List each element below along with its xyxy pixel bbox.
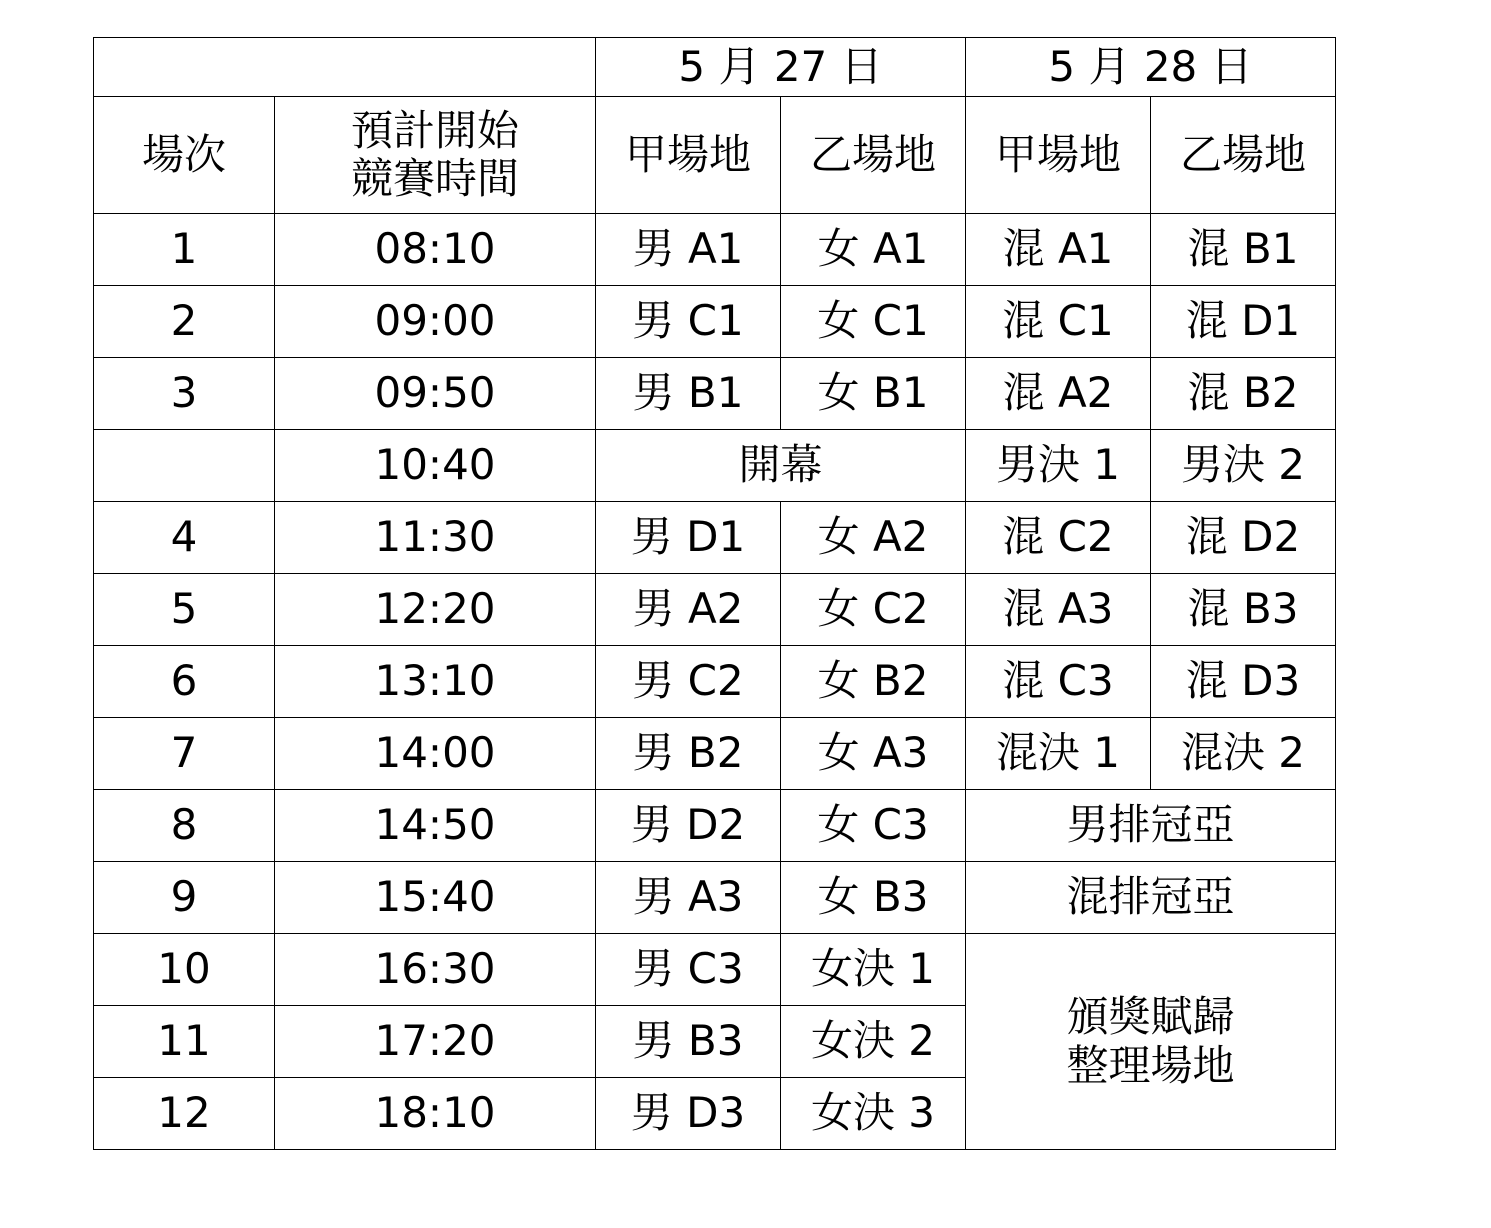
day1-court-a-match: 男 A2 bbox=[596, 574, 781, 646]
day1-court-a-match: 男 A3 bbox=[596, 862, 781, 934]
day1-court-a-match: 男 C2 bbox=[596, 646, 781, 718]
start-time: 10:40 bbox=[275, 430, 596, 502]
session-number: 9 bbox=[94, 862, 275, 934]
day2-court-b-match: 男決 2 bbox=[1151, 430, 1336, 502]
day1-court-b-match: 女決 3 bbox=[781, 1078, 966, 1150]
table-row bbox=[94, 862, 1336, 934]
day1-court-a-match: 男 D1 bbox=[596, 502, 781, 574]
day2-court-a-match: 混 C1 bbox=[966, 286, 1151, 358]
day1-court-b-match: 女 B3 bbox=[781, 862, 966, 934]
day1-court-a-match: 男 B3 bbox=[596, 1006, 781, 1078]
start-time: 14:50 bbox=[275, 790, 596, 862]
session-number: 7 bbox=[94, 718, 275, 790]
start-time: 09:00 bbox=[275, 286, 596, 358]
day2-court-b-match: 混 B2 bbox=[1151, 358, 1336, 430]
day2-mixed-final: 混排冠亞 bbox=[966, 862, 1336, 934]
day2-court-a-match: 混 C2 bbox=[966, 502, 1151, 574]
start-time: 11:30 bbox=[275, 502, 596, 574]
day2-court-b-match: 混 D3 bbox=[1151, 646, 1336, 718]
table-row bbox=[94, 574, 1336, 646]
session-number: 3 bbox=[94, 358, 275, 430]
day2-mens-final: 男排冠亞 bbox=[966, 790, 1336, 862]
header-start-time bbox=[275, 97, 596, 214]
day1-opening-ceremony: 開幕 bbox=[596, 430, 966, 502]
header-start-time-line1: 預計開始 bbox=[350, 105, 519, 155]
day2-court-b-match: 混 B3 bbox=[1151, 574, 1336, 646]
day1-court-b-match: 女決 2 bbox=[781, 1006, 966, 1078]
day2-court-b-match: 混決 2 bbox=[1151, 718, 1336, 790]
session-number: 2 bbox=[94, 286, 275, 358]
session-number: 5 bbox=[94, 574, 275, 646]
table-row bbox=[94, 718, 1336, 790]
header-day1-court-b: 乙場地 bbox=[781, 97, 966, 214]
start-time: 17:20 bbox=[275, 1006, 596, 1078]
table-row bbox=[94, 214, 1336, 286]
day2-court-a-match: 混 C3 bbox=[966, 646, 1151, 718]
table-row bbox=[94, 790, 1336, 862]
day1-court-b-match: 女 B1 bbox=[781, 358, 966, 430]
header-day1-court-a: 甲場地 bbox=[596, 97, 781, 214]
day2-court-a-match: 混決 1 bbox=[966, 718, 1151, 790]
table-row bbox=[94, 502, 1336, 574]
column-header-row bbox=[94, 97, 1336, 214]
table-row bbox=[94, 934, 1336, 1006]
day1-court-a-match: 男 D3 bbox=[596, 1078, 781, 1150]
schedule-table bbox=[93, 37, 1336, 1150]
day1-court-b-match: 女決 1 bbox=[781, 934, 966, 1006]
day2-court-b-match: 混 D1 bbox=[1151, 286, 1336, 358]
closing-line1: 頒獎賦歸 bbox=[1066, 992, 1235, 1042]
header-start-time-line2: 競賽時間 bbox=[350, 154, 519, 203]
blank-corner-cell bbox=[94, 38, 596, 97]
day2-court-b-match: 混 D2 bbox=[1151, 502, 1336, 574]
date-header-row bbox=[94, 38, 1336, 97]
date-day2: 5 月 28 日 bbox=[966, 38, 1336, 97]
day1-court-b-match: 女 B2 bbox=[781, 646, 966, 718]
day2-court-a-match: 男決 1 bbox=[966, 430, 1151, 502]
session-number: 10 bbox=[94, 934, 275, 1006]
day1-court-b-match: 女 A1 bbox=[781, 214, 966, 286]
day1-court-b-match: 女 C3 bbox=[781, 790, 966, 862]
table-row bbox=[94, 430, 1336, 502]
session-number: 1 bbox=[94, 214, 275, 286]
table-row bbox=[94, 646, 1336, 718]
day1-court-b-match: 女 A3 bbox=[781, 718, 966, 790]
session-number: 6 bbox=[94, 646, 275, 718]
start-time: 15:40 bbox=[275, 862, 596, 934]
day1-court-a-match: 男 B2 bbox=[596, 718, 781, 790]
day2-court-a-match: 混 A2 bbox=[966, 358, 1151, 430]
start-time: 09:50 bbox=[275, 358, 596, 430]
closing-line2: 整理場地 bbox=[1066, 1040, 1235, 1090]
header-day2-court-a: 甲場地 bbox=[966, 97, 1151, 214]
start-time: 18:10 bbox=[275, 1078, 596, 1150]
day1-court-b-match: 女 C1 bbox=[781, 286, 966, 358]
session-number: 11 bbox=[94, 1006, 275, 1078]
session-number: 4 bbox=[94, 502, 275, 574]
header-day2-court-b: 乙場地 bbox=[1151, 97, 1336, 214]
day2-court-a-match: 混 A3 bbox=[966, 574, 1151, 646]
table-row bbox=[94, 358, 1336, 430]
day1-court-b-match: 女 A2 bbox=[781, 502, 966, 574]
day1-court-b-match: 女 C2 bbox=[781, 574, 966, 646]
start-time: 08:10 bbox=[275, 214, 596, 286]
day1-court-a-match: 男 B1 bbox=[596, 358, 781, 430]
start-time: 16:30 bbox=[275, 934, 596, 1006]
header-session: 場次 bbox=[94, 97, 275, 214]
day2-closing-cell bbox=[966, 934, 1336, 1150]
day2-court-b-match: 混 B1 bbox=[1151, 214, 1336, 286]
day1-court-a-match: 男 C3 bbox=[596, 934, 781, 1006]
session-number: 8 bbox=[94, 790, 275, 862]
start-time: 14:00 bbox=[275, 718, 596, 790]
day1-court-a-match: 男 A1 bbox=[596, 214, 781, 286]
start-time: 13:10 bbox=[275, 646, 596, 718]
day2-court-a-match: 混 A1 bbox=[966, 214, 1151, 286]
date-day1: 5 月 27 日 bbox=[596, 38, 966, 97]
session-number bbox=[94, 430, 275, 502]
day1-court-a-match: 男 D2 bbox=[596, 790, 781, 862]
table-row bbox=[94, 286, 1336, 358]
session-number: 12 bbox=[94, 1078, 275, 1150]
start-time: 12:20 bbox=[275, 574, 596, 646]
day1-court-a-match: 男 C1 bbox=[596, 286, 781, 358]
